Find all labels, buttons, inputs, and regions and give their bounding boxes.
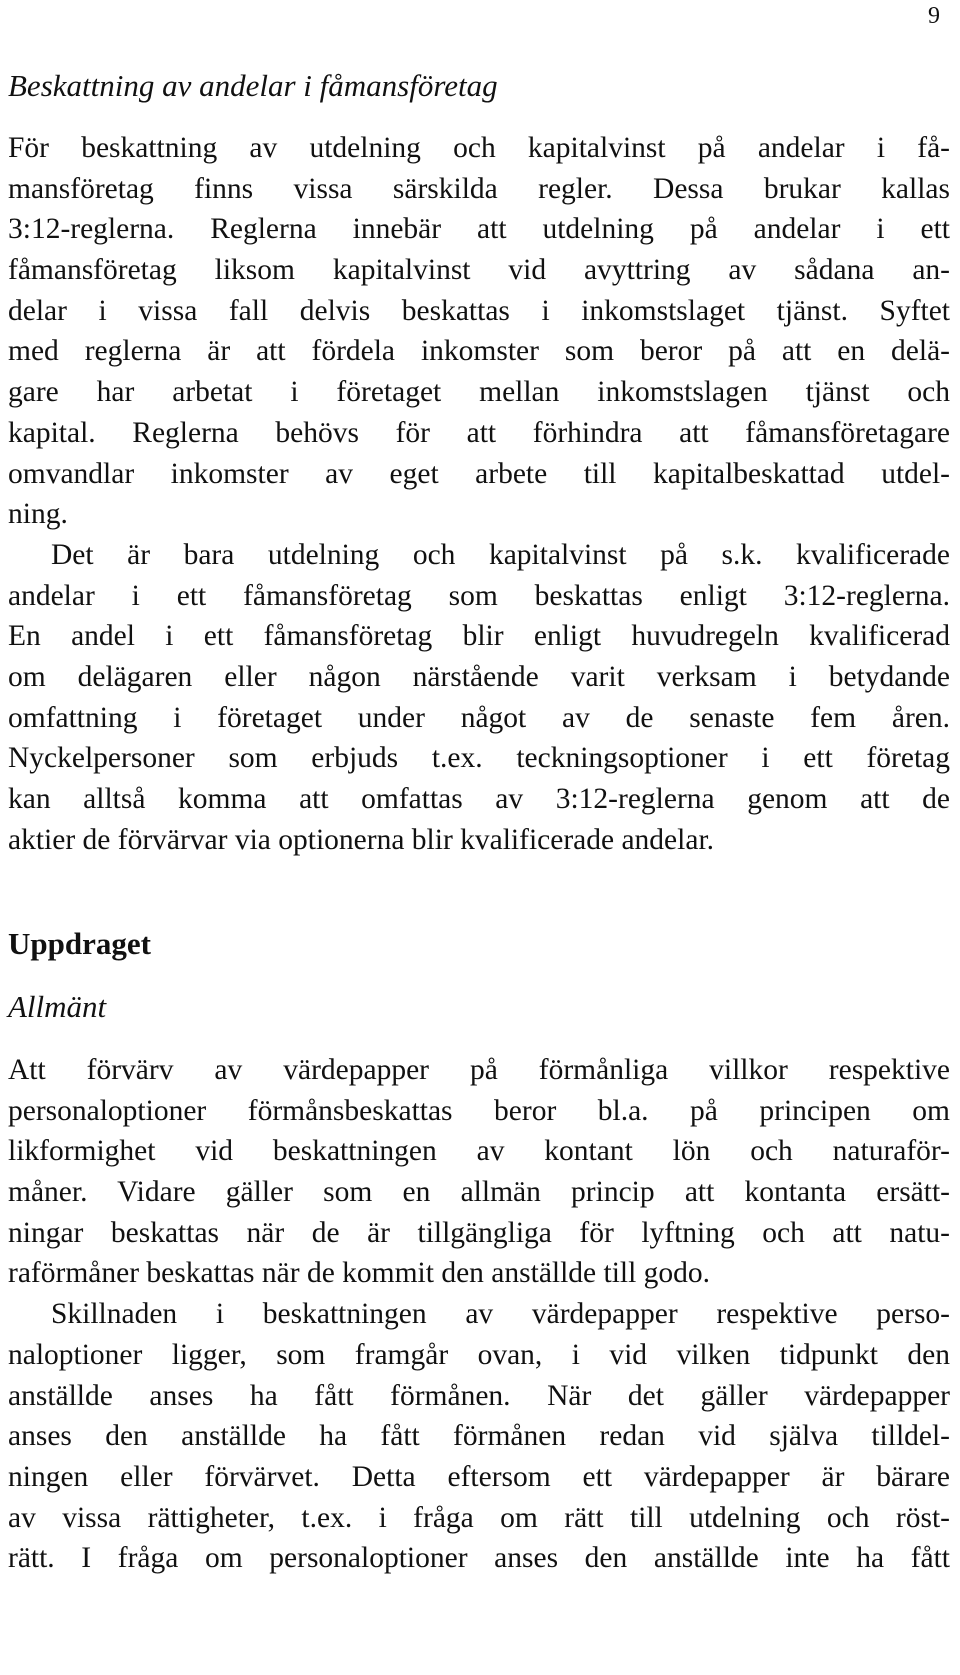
text-line: Att förvärv av värdepapper på förmånliga villkor respektive — [8, 1054, 950, 1086]
text-line: kapital. Reglerna behövs för att förhindra att fåmansföretagare — [8, 416, 950, 449]
text-line: av vissa rättigheter, t.ex. i fråga om rätt till utdelning och röst- — [8, 1501, 950, 1534]
paragraph-section2 — [8, 1050, 950, 1579]
text-line: raförmåner beskattas när de kommit den anställde till godo. — [8, 1257, 711, 1290]
text-line: rätt. I fråga om personaloptioner anses den anställde inte ha fått — [8, 1542, 950, 1575]
text-line: omvandlar inkomster av eget arbete till kapitalbeskattad utdel- — [8, 457, 950, 490]
text-line: Skillnaden i beskattningen av värdepapper respektive perso- — [51, 1298, 950, 1331]
text-line: delar i vissa fall delvis beskattas i inkomstslaget tjänst. Syftet — [8, 294, 950, 327]
subheading-allmant: Allmänt — [8, 989, 107, 1024]
text-line: fåmansföretag liksom kapitalvinst vid avyttring av sådana an- — [8, 254, 950, 287]
text-line: personaloptioner förmånsbeskattas beror bl.a. på principen om — [8, 1094, 950, 1127]
text-line: Det är bara utdelning och kapitalvinst på s.k. kvalificerade — [51, 538, 950, 571]
text-line: med reglerna är att fördela inkomster som beror på att en delä- — [8, 335, 950, 368]
text-line: En andel i ett fåmansföretag blir enligt huvudregeln kvalificerad — [8, 620, 950, 653]
text-line: ning. — [8, 498, 68, 531]
section-heading-uppdraget: Uppdraget — [8, 926, 151, 961]
text-line: För beskattning av utdelning och kapitalvinst på andelar i få- — [8, 132, 950, 164]
text-line: om delägaren eller någon närstående varit verksam i betydande — [8, 660, 950, 693]
text-line: ningen eller förvärvet. Detta eftersom ett värdepapper är bärare — [8, 1460, 950, 1493]
text-line: 3:12-reglerna. Reglerna innebär att utdelning på andelar i ett — [8, 213, 950, 246]
text-line: gare har arbetat i företaget mellan inkomstslagen tjänst och — [8, 376, 950, 409]
paragraph-section1 — [8, 128, 950, 860]
text-line: ningar beskattas när de är tillgängliga för lyftning och att natu- — [8, 1216, 950, 1249]
text-line: likformighet vid beskattningen av kontant lön och naturaför- — [8, 1135, 950, 1168]
text-line: Nyckelpersoner som erbjuds t.ex. teckningsoptioner i ett företag — [8, 742, 950, 775]
text-line: anställde anses ha fått förmånen. När det gäller värdepapper — [8, 1379, 950, 1412]
text-line: mansföretag finns vissa särskilda regler. Dessa brukar kallas — [8, 172, 950, 205]
section-heading-famansforetag: Beskattning av andelar i fåmansföretag — [8, 68, 498, 103]
text-line: naloptioner ligger, som framgår ovan, i vid vilken tidpunkt den — [8, 1338, 950, 1371]
text-line: aktier de förvärvar via optionerna blir kvalificerade andelar. — [8, 823, 715, 856]
text-line: omfattning i företaget under något av de senaste fem åren. — [8, 701, 950, 734]
text-line: anses den anställde ha fått förmånen redan vid själva tilldel- — [8, 1420, 950, 1453]
text-line: måner. Vidare gäller som en allmän princip att kontanta ersätt- — [8, 1176, 950, 1209]
text-line: andelar i ett fåmansföretag som beskattas enligt 3:12-reglerna. — [8, 579, 950, 612]
page-number: 9 — [928, 3, 940, 29]
text-line: kan alltså komma att omfattas av 3:12-reglerna genom att de — [8, 783, 950, 815]
